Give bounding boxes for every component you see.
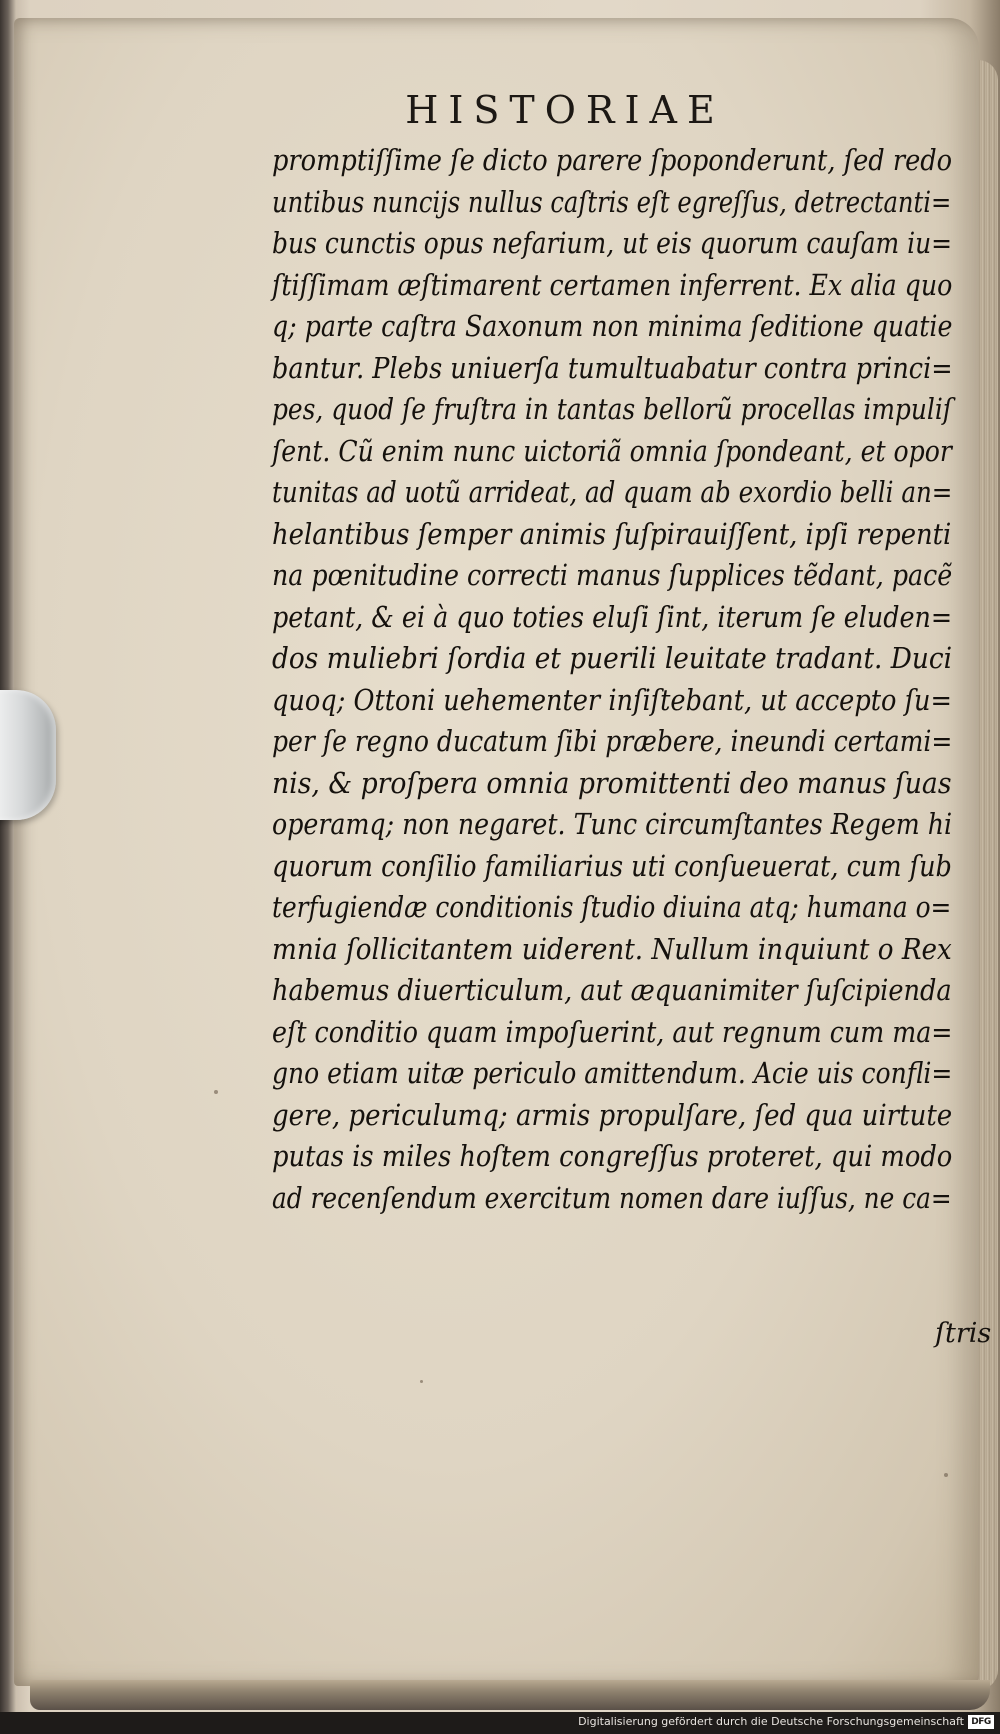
text-line: q; parte caſtra Saxonum non minima ſeditione quatie (272, 309, 953, 343)
text-line: terfugiendæ conditionis ſtudio diuina atq; humana o= (272, 890, 952, 924)
text-line: eſt conditio quam impoſuerint, aut regnum cum ma= (272, 1014, 953, 1049)
dfg-logo: DFG (968, 1715, 994, 1729)
text-line: gere, periculumq; armis propulſare, ſed qua uirtute (272, 1097, 953, 1132)
text-line: ſent. Cũ enim nunc uictoriã omnia ſpondeant, et opor (272, 433, 952, 468)
text-line: ſtiſſimam æſtimarent certamen inferrent. Ex alia quo (272, 267, 953, 302)
catchword: ſtris (935, 1318, 992, 1349)
text-line: operamq; non negaret. Tunc circumſtantes Regem hi (272, 807, 953, 841)
paper-speck (420, 1380, 423, 1383)
text-line: per ſe regno ducatum ſibi præbere, ineundi certami= (272, 724, 953, 758)
text-line: tunitas ad uotũ arrideat, ad quam ab exordio belli an= (272, 475, 953, 509)
text-line: pes, quod ſe fruſtra in tantas bellorũ procellas impuliſ (272, 392, 952, 426)
text-line: quorum conſilio familiarius uti conſueuerat, cum ſub (272, 848, 952, 883)
text-line: quoq; Ottoni uehementer inſiſtebant, ut accepto ſu= (272, 682, 953, 717)
paper-speck (214, 1090, 218, 1094)
text-line: na pœnitudine correcti manus ſupplices tẽdant, pacẽ (272, 558, 953, 592)
text-line: habemus diuerticulum, aut æquanimiter ſuſcipienda (272, 973, 952, 1007)
text-line: dos muliebri ſordia et puerili leuitate tradant. Duci (272, 641, 953, 675)
text-line: nis, & proſpera omnia promittenti deo manus ſuas (272, 765, 952, 800)
body-text (272, 140, 972, 1219)
text-line: putas is miles hoſtem congreſſus proteret, qui modo (272, 1139, 953, 1173)
text-line: untibus nuncijs nullus caſtris eſt egreſſus, detrectanti= (272, 184, 952, 219)
running-head: HISTORIAE (405, 88, 725, 132)
text-line: helantibus ſemper animis ſuſpirauiſſent, ipſi repenti (272, 516, 952, 551)
paper-speck (944, 1473, 948, 1477)
page-clip (0, 690, 56, 820)
text-line: petant, & ei à quo toties eluſi ſint, iterum ſe eluden= (272, 599, 953, 634)
page-bottom-edge (30, 1680, 990, 1710)
text-line: bus cunctis opus nefarium, ut eis quorum cauſam iu= (272, 226, 953, 260)
text-line: mnia ſollicitantem uiderent. Nullum inquiunt o Rex (272, 931, 952, 966)
text-line: gno etiam uitæ periculo amittendum. Acie uis confli= (272, 1056, 953, 1090)
text-line: promptiſſime ſe dicto parere ſpoponderunt, ſed redo (272, 143, 953, 177)
footer-credit: Digitalisierung gefördert durch die Deutsche Forschungsgemeinschaft (578, 1715, 964, 1728)
text-line: bantur. Plebs uniuerſa tumultuabatur contra princi= (272, 350, 953, 385)
text-line: ad recenſendum exercitum nomen dare iuſſus, ne ca= (272, 1180, 952, 1215)
page-edges (976, 60, 998, 1690)
